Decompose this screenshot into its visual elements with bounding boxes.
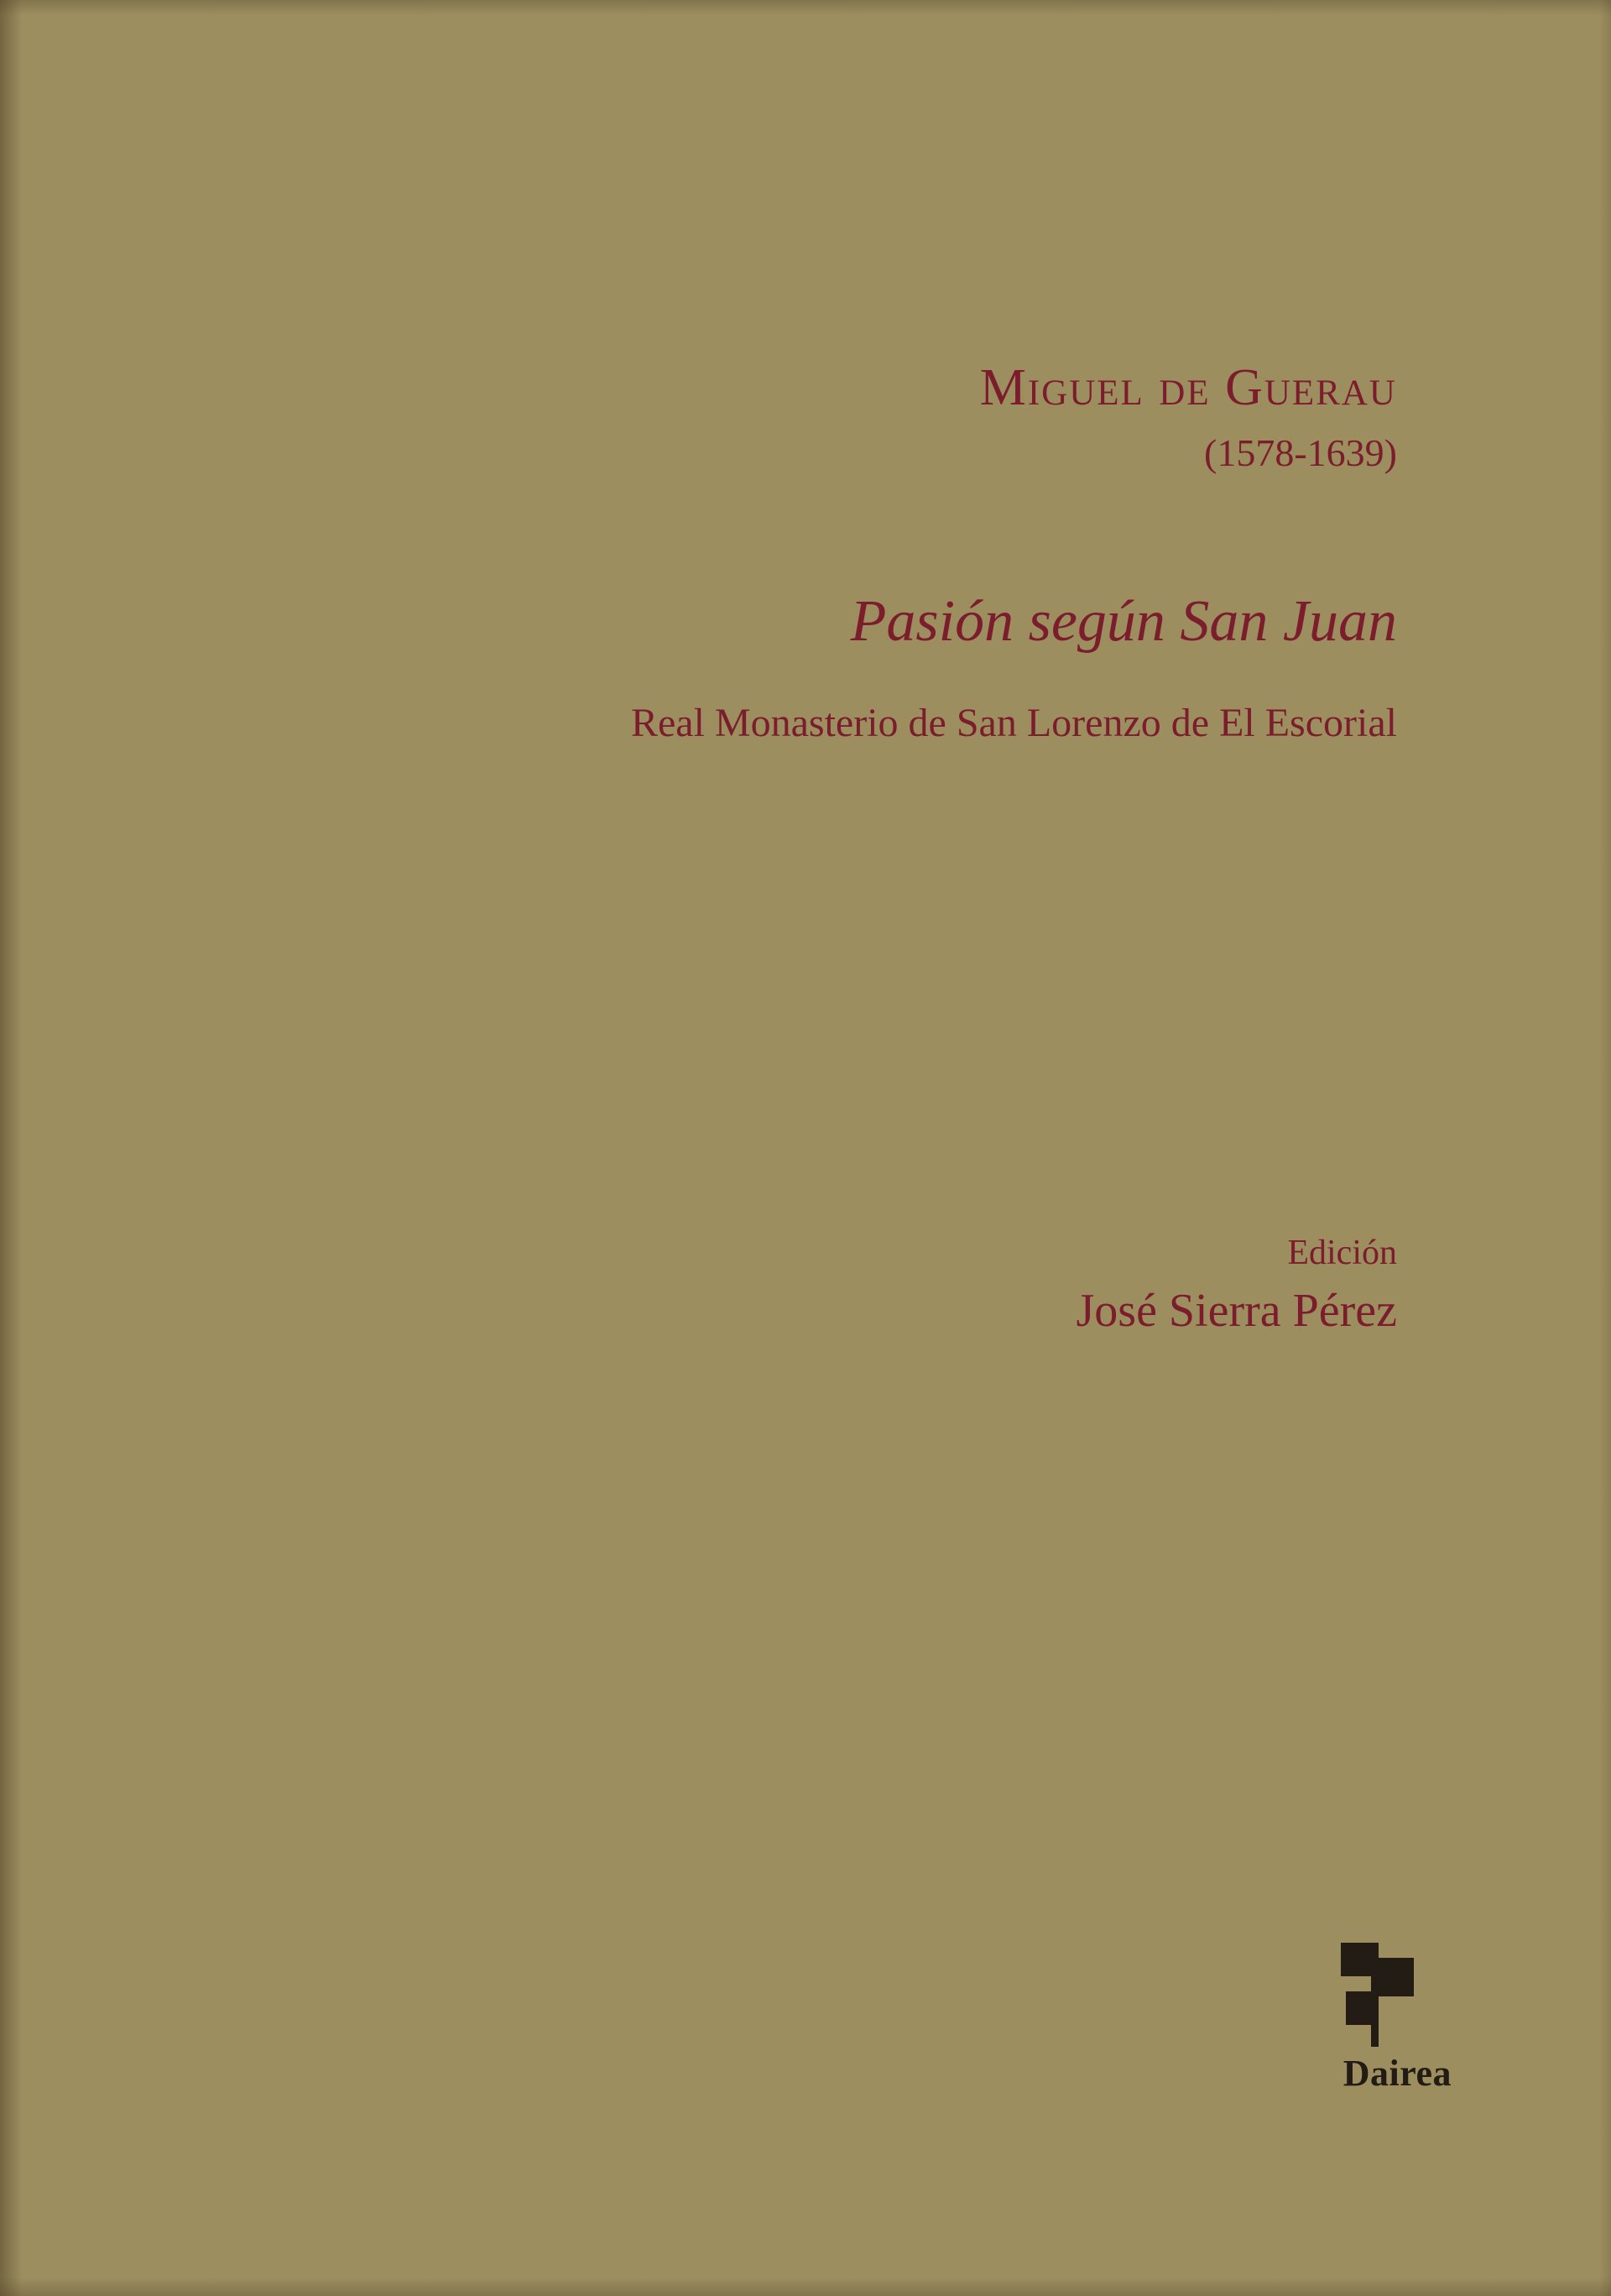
editor-name: José Sierra Pérez: [1076, 1285, 1397, 1338]
composer-dates: (1578-1639): [1204, 430, 1397, 474]
editor-block: [0, 1234, 1397, 1338]
institution-name: Real Monasterio de San Lorenzo de El Escorial: [630, 700, 1397, 745]
page-edge-shadow-left: [0, 0, 22, 2296]
editor-label: Edición: [1287, 1234, 1397, 1272]
composer-name: Miguel de Guerau: [979, 359, 1397, 416]
title-block: [0, 361, 1397, 745]
page-edge-shadow-bottom: [0, 2278, 1611, 2296]
publisher-name: Dairea: [1342, 2053, 1452, 2094]
page-edge-shadow-top: [0, 0, 1611, 15]
publisher-block: [1183, 1939, 1452, 2095]
flag-logo-icon: [1327, 1939, 1420, 2047]
work-title: Pasión según San Juan: [850, 589, 1397, 655]
page-edge-shadow-right: [1599, 0, 1611, 2296]
